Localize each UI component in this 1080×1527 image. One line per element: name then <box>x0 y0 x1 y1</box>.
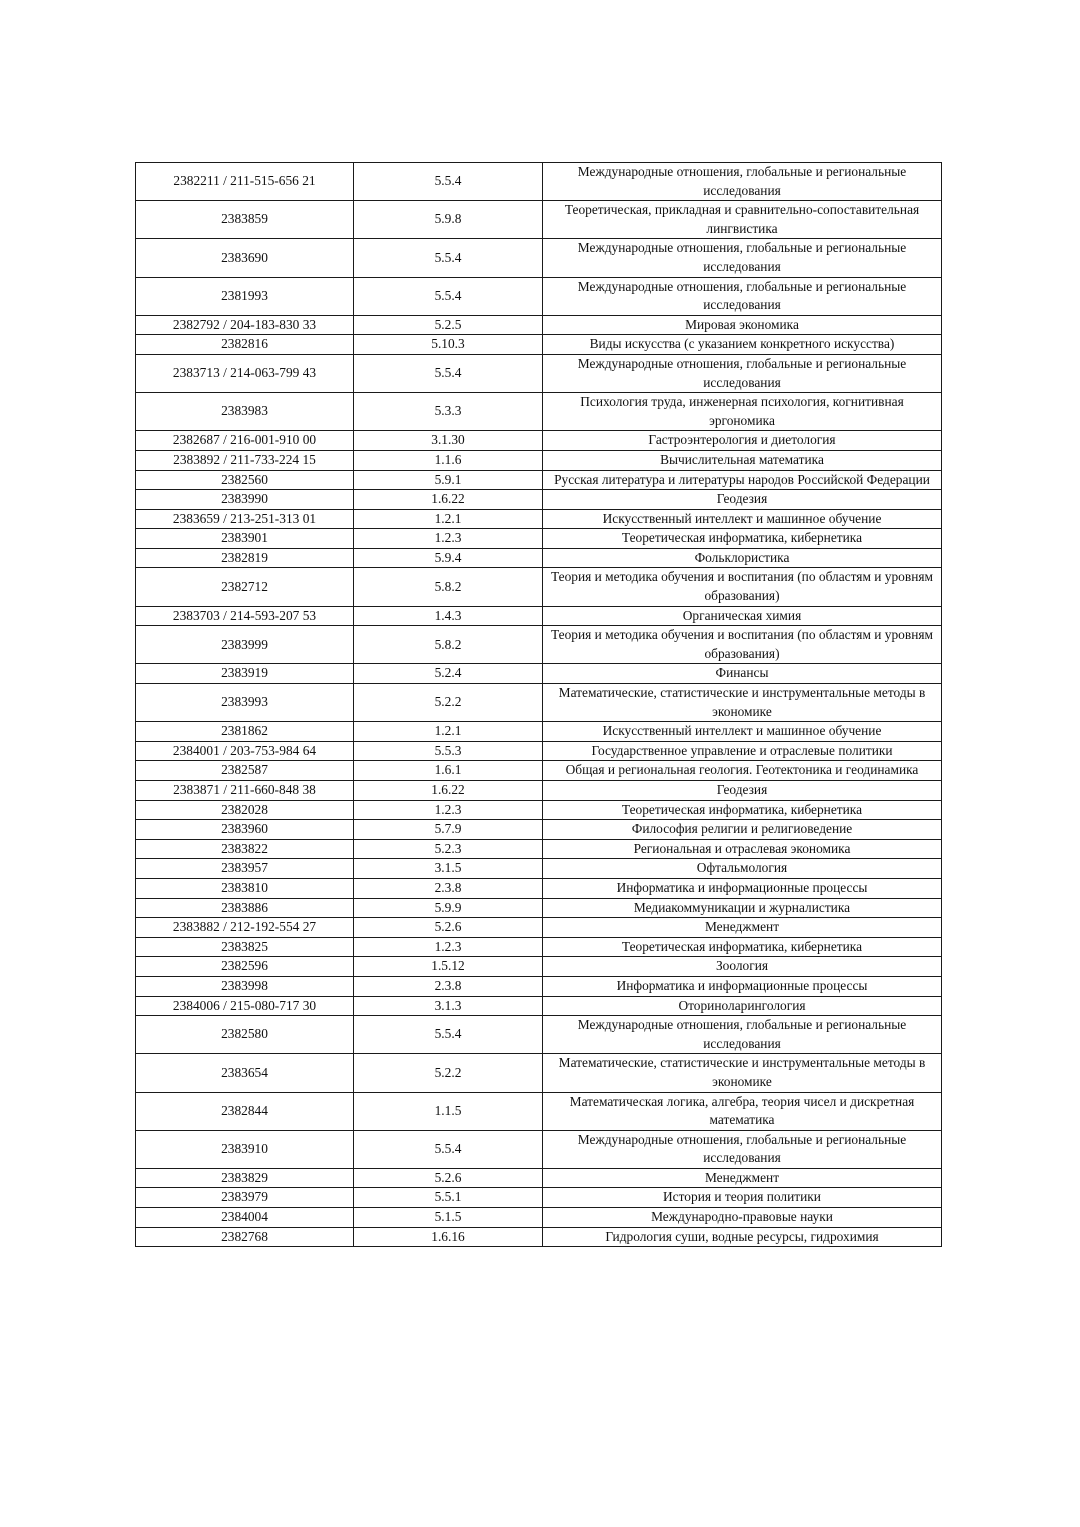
id-cell: 2381862 <box>136 722 354 742</box>
id-cell: 2382596 <box>136 957 354 977</box>
specialty-name-cell: Философия религии и религиоведение <box>543 820 942 840</box>
specialty-code-cell: 5.5.4 <box>354 239 543 277</box>
specialty-code-cell: 1.6.22 <box>354 490 543 510</box>
specialty-name-cell: Искусственный интеллект и машинное обучение <box>543 722 942 742</box>
table-row <box>136 606 942 626</box>
table-row <box>136 1054 942 1092</box>
specialty-code-cell: 2.3.8 <box>354 878 543 898</box>
id-cell: 2383901 <box>136 529 354 549</box>
specialty-code-cell: 1.1.6 <box>354 450 543 470</box>
table-row <box>136 431 942 451</box>
id-cell: 2383690 <box>136 239 354 277</box>
table-row <box>136 509 942 529</box>
specialty-code-cell: 5.5.1 <box>354 1188 543 1208</box>
specialty-code-cell: 5.2.2 <box>354 1054 543 1092</box>
specialty-code-cell: 5.2.6 <box>354 918 543 938</box>
specialty-code-cell: 5.5.4 <box>354 1016 543 1054</box>
specialty-code-cell: 5.9.1 <box>354 470 543 490</box>
id-cell: 2383886 <box>136 898 354 918</box>
table-row <box>136 859 942 879</box>
table-row <box>136 450 942 470</box>
id-cell: 2383998 <box>136 976 354 996</box>
specialty-code-cell: 3.1.5 <box>354 859 543 879</box>
specialty-code-cell: 5.5.4 <box>354 163 543 201</box>
id-cell: 2383810 <box>136 878 354 898</box>
specialty-code-cell: 5.5.4 <box>354 277 543 315</box>
table-row <box>136 315 942 335</box>
id-cell: 2382816 <box>136 335 354 355</box>
specialty-code-cell: 1.2.3 <box>354 800 543 820</box>
id-cell: 2383713 / 214-063-799 43 <box>136 354 354 392</box>
table-row <box>136 761 942 781</box>
specialty-code-cell: 1.1.5 <box>354 1092 543 1130</box>
specialty-code-cell: 5.5.3 <box>354 741 543 761</box>
specialty-name-cell: Менеджмент <box>543 918 942 938</box>
id-cell: 2382687 / 216-001-910 00 <box>136 431 354 451</box>
id-cell: 2383871 / 211-660-848 38 <box>136 781 354 801</box>
specialty-name-cell: История и теория политики <box>543 1188 942 1208</box>
table-row <box>136 1130 942 1168</box>
specialty-code-cell: 5.1.5 <box>354 1208 543 1228</box>
id-cell: 2382028 <box>136 800 354 820</box>
id-cell: 2383979 <box>136 1188 354 1208</box>
id-cell: 2384004 <box>136 1208 354 1228</box>
specialty-code-cell: 5.3.3 <box>354 393 543 431</box>
specialty-code-cell: 1.2.1 <box>354 722 543 742</box>
specialty-name-cell: Международные отношения, глобальные и региональные исследования <box>543 163 942 201</box>
table-row <box>136 684 942 722</box>
id-cell: 2383983 <box>136 393 354 431</box>
id-cell: 2382768 <box>136 1227 354 1247</box>
id-cell: 2384006 / 215-080-717 30 <box>136 996 354 1016</box>
table-row <box>136 898 942 918</box>
specialty-code-cell: 2.3.8 <box>354 976 543 996</box>
table-row <box>136 937 942 957</box>
table-row <box>136 976 942 996</box>
table-row <box>136 781 942 801</box>
specialty-name-cell: Органическая химия <box>543 606 942 626</box>
table-row <box>136 201 942 239</box>
id-cell: 2381993 <box>136 277 354 315</box>
specialty-code-cell: 5.8.2 <box>354 568 543 606</box>
table-row <box>136 163 942 201</box>
id-cell: 2383960 <box>136 820 354 840</box>
table-row <box>136 996 942 1016</box>
id-cell: 2383882 / 212-192-554 27 <box>136 918 354 938</box>
specialty-name-cell: Фольклористика <box>543 548 942 568</box>
specialty-code-cell: 1.5.12 <box>354 957 543 977</box>
specialty-name-cell: Международные отношения, глобальные и региональные исследования <box>543 1016 942 1054</box>
id-cell: 2383999 <box>136 626 354 664</box>
table-row <box>136 1168 942 1188</box>
id-cell: 2383825 <box>136 937 354 957</box>
specialty-code-cell: 3.1.30 <box>354 431 543 451</box>
table-row <box>136 820 942 840</box>
specialty-code-cell: 5.2.6 <box>354 1168 543 1188</box>
specialty-name-cell: Теоретическая информатика, кибернетика <box>543 800 942 820</box>
specialty-code-cell: 1.6.1 <box>354 761 543 781</box>
specialty-name-cell: Информатика и информационные процессы <box>543 878 942 898</box>
specialty-name-cell: Искусственный интеллект и машинное обучение <box>543 509 942 529</box>
specialty-name-cell: Теоретическая информатика, кибернетика <box>543 529 942 549</box>
table-row <box>136 548 942 568</box>
specialty-name-cell: Оториноларингология <box>543 996 942 1016</box>
table-row <box>136 741 942 761</box>
specialty-code-cell: 1.6.16 <box>354 1227 543 1247</box>
specialty-name-cell: Международные отношения, глобальные и региональные исследования <box>543 1130 942 1168</box>
id-cell: 2382712 <box>136 568 354 606</box>
specialty-code-cell: 1.4.3 <box>354 606 543 626</box>
id-cell: 2382587 <box>136 761 354 781</box>
id-cell: 2383659 / 213-251-313 01 <box>136 509 354 529</box>
specialty-name-cell: Международные отношения, глобальные и региональные исследования <box>543 239 942 277</box>
table-row <box>136 354 942 392</box>
specialty-name-cell: Теоретическая информатика, кибернетика <box>543 937 942 957</box>
id-cell: 2383859 <box>136 201 354 239</box>
specialty-code-cell: 1.2.1 <box>354 509 543 529</box>
table-row <box>136 490 942 510</box>
specialty-name-cell: Теория и методика обучения и воспитания (по областям и уровням образования) <box>543 568 942 606</box>
table-row <box>136 1188 942 1208</box>
specialty-name-cell: Русская литература и литературы народов Российской Федерации <box>543 470 942 490</box>
table-body <box>136 163 942 1247</box>
id-cell: 2382580 <box>136 1016 354 1054</box>
id-cell: 2382819 <box>136 548 354 568</box>
table-row <box>136 722 942 742</box>
specialty-name-cell: Математические, статистические и инструментальные методы в экономике <box>543 684 942 722</box>
id-cell: 2383993 <box>136 684 354 722</box>
table-row <box>136 1016 942 1054</box>
table-row <box>136 470 942 490</box>
specialty-code-cell: 5.2.3 <box>354 839 543 859</box>
specialty-name-cell: Информатика и информационные процессы <box>543 976 942 996</box>
specialty-name-cell: Зоология <box>543 957 942 977</box>
specialty-name-cell: Медиакоммуникации и журналистика <box>543 898 942 918</box>
specialty-code-cell: 1.2.3 <box>354 529 543 549</box>
specialty-name-cell: Государственное управление и отраслевые политики <box>543 741 942 761</box>
table-row <box>136 277 942 315</box>
table-row <box>136 957 942 977</box>
table-row <box>136 918 942 938</box>
specialty-code-cell: 5.10.3 <box>354 335 543 355</box>
id-cell: 2383829 <box>136 1168 354 1188</box>
applicants-table <box>135 162 942 1247</box>
specialty-code-cell: 5.5.4 <box>354 1130 543 1168</box>
specialty-code-cell: 5.9.4 <box>354 548 543 568</box>
table-row <box>136 664 942 684</box>
specialty-name-cell: Финансы <box>543 664 942 684</box>
table-row <box>136 839 942 859</box>
table-row <box>136 878 942 898</box>
specialty-name-cell: Региональная и отраслевая экономика <box>543 839 942 859</box>
table-row <box>136 1092 942 1130</box>
id-cell: 2382211 / 211-515-656 21 <box>136 163 354 201</box>
specialty-code-cell: 1.2.3 <box>354 937 543 957</box>
specialty-code-cell: 5.2.5 <box>354 315 543 335</box>
id-cell: 2383910 <box>136 1130 354 1168</box>
table-row <box>136 239 942 277</box>
specialty-name-cell: Международно-правовые науки <box>543 1208 942 1228</box>
specialty-code-cell: 5.5.4 <box>354 354 543 392</box>
specialty-code-cell: 5.7.9 <box>354 820 543 840</box>
id-cell: 2383892 / 211-733-224 15 <box>136 450 354 470</box>
specialty-code-cell: 5.8.2 <box>354 626 543 664</box>
id-cell: 2382844 <box>136 1092 354 1130</box>
specialty-name-cell: Менеджмент <box>543 1168 942 1188</box>
id-cell: 2382560 <box>136 470 354 490</box>
table-row <box>136 1227 942 1247</box>
table-row <box>136 335 942 355</box>
id-cell: 2383654 <box>136 1054 354 1092</box>
specialty-code-cell: 1.6.22 <box>354 781 543 801</box>
table-row <box>136 1208 942 1228</box>
specialty-name-cell: Математическая логика, алгебра, теория чисел и дискретная математика <box>543 1092 942 1130</box>
specialty-name-cell: Международные отношения, глобальные и региональные исследования <box>543 277 942 315</box>
table-row <box>136 568 942 606</box>
table-row <box>136 800 942 820</box>
specialty-name-cell: Гастроэнтерология и диетология <box>543 431 942 451</box>
specialty-code-cell: 5.2.4 <box>354 664 543 684</box>
specialty-name-cell: Гидрология суши, водные ресурсы, гидрохимия <box>543 1227 942 1247</box>
specialty-code-cell: 5.9.8 <box>354 201 543 239</box>
specialty-name-cell: Теоретическая, прикладная и сравнительно-сопоставительная лингвистика <box>543 201 942 239</box>
specialty-name-cell: Общая и региональная геология. Геотектоника и геодинамика <box>543 761 942 781</box>
specialty-code-cell: 3.1.3 <box>354 996 543 1016</box>
id-cell: 2383919 <box>136 664 354 684</box>
specialty-name-cell: Международные отношения, глобальные и региональные исследования <box>543 354 942 392</box>
specialty-name-cell: Офтальмология <box>543 859 942 879</box>
specialty-name-cell: Математические, статистические и инструментальные методы в экономике <box>543 1054 942 1092</box>
specialty-name-cell: Геодезия <box>543 781 942 801</box>
id-cell: 2383990 <box>136 490 354 510</box>
specialty-name-cell: Геодезия <box>543 490 942 510</box>
id-cell: 2384001 / 203-753-984 64 <box>136 741 354 761</box>
specialty-code-cell: 5.9.9 <box>354 898 543 918</box>
specialty-name-cell: Виды искусства (с указанием конкретного искусства) <box>543 335 942 355</box>
table-row <box>136 393 942 431</box>
table-row <box>136 626 942 664</box>
specialty-code-cell: 5.2.2 <box>354 684 543 722</box>
specialty-name-cell: Вычислительная математика <box>543 450 942 470</box>
id-cell: 2383703 / 214-593-207 53 <box>136 606 354 626</box>
table-row <box>136 529 942 549</box>
specialty-name-cell: Психология труда, инженерная психология, когнитивная эргономика <box>543 393 942 431</box>
id-cell: 2383957 <box>136 859 354 879</box>
specialty-name-cell: Теория и методика обучения и воспитания (по областям и уровням образования) <box>543 626 942 664</box>
id-cell: 2382792 / 204-183-830 33 <box>136 315 354 335</box>
specialty-name-cell: Мировая экономика <box>543 315 942 335</box>
id-cell: 2383822 <box>136 839 354 859</box>
